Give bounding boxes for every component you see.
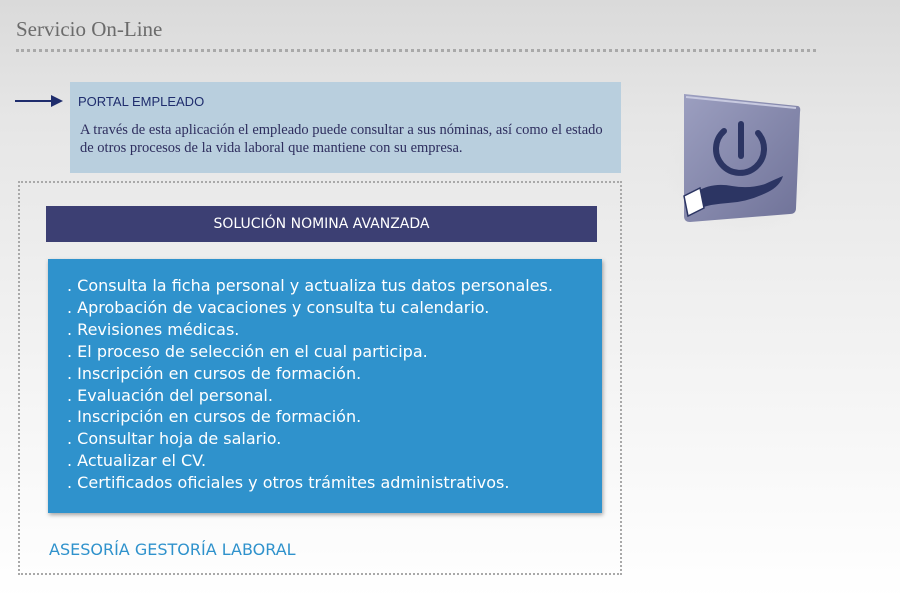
solution-nomina-header: SOLUCIÓN NOMINA AVANZADA [46, 206, 597, 242]
service-item: . El proceso de selección en el cual participa. [67, 341, 428, 361]
service-item: . Aprobación de vacaciones y consulta tu calendario. [67, 297, 490, 317]
service-item: . Consulta la ficha personal y actualiza tus datos personales. [67, 276, 553, 295]
portal-description: A través de esta aplicación el empleado puede consultar a sus nóminas, así como el estado de otros procesos de la vida laboral que mantiene con su empresa. [80, 122, 603, 156]
service-item: . Actualizar el CV. [67, 451, 207, 471]
page-title: Servicio On-Line [16, 17, 163, 41]
service-item: . Consultar hoja de salario. [67, 429, 282, 449]
portal-empleado-box [70, 82, 621, 173]
service-item: . Evaluación del personal. [67, 385, 273, 405]
service-item: . Certificados oficiales y otros trámites administrativos. [67, 473, 510, 493]
arrow-right-icon [15, 94, 63, 108]
services-panel [48, 259, 602, 513]
asesoria-link[interactable]: ASESORÍA GESTORÍA LABORAL [49, 540, 296, 559]
service-item: . Inscripción en cursos de formación. [67, 363, 362, 383]
service-item: . Revisiones médicas. [67, 319, 240, 339]
title-divider [16, 49, 816, 52]
services-list [67, 275, 602, 494]
portal-title[interactable]: PORTAL EMPLEADO [78, 94, 205, 109]
power-hand-icon[interactable] [650, 90, 810, 240]
service-item: . Inscripción en cursos de formación. [67, 407, 362, 427]
